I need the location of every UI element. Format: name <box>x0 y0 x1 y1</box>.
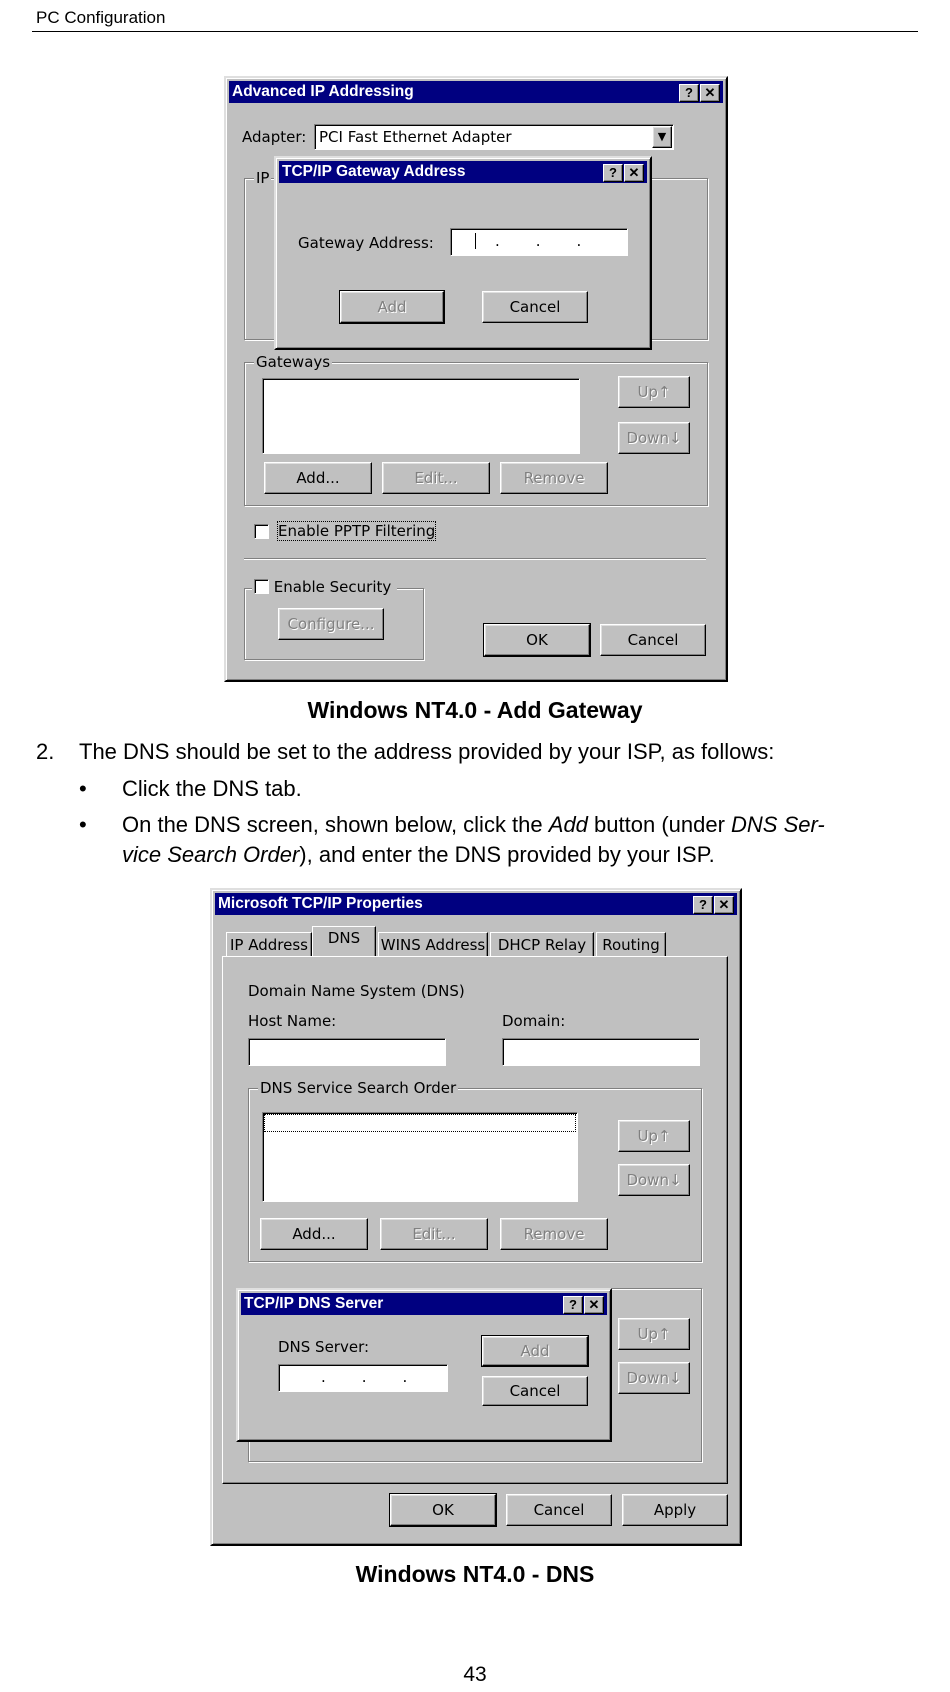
dns-search-label: DNS Service Search Order <box>260 1079 457 1097</box>
adapter-value: PCI Fast Ethernet Adapter <box>319 128 512 146</box>
dialog-add-button[interactable]: Add <box>340 291 444 323</box>
bullet-glyph: • <box>79 776 87 801</box>
gateway-edit-button[interactable]: Edit... <box>382 462 490 494</box>
help-icon[interactable]: ? <box>679 84 699 102</box>
gateway-remove-button[interactable]: Remove <box>500 462 608 494</box>
dns-down-button[interactable]: Down↓ <box>618 1164 690 1196</box>
ok-button[interactable]: OK <box>484 624 590 656</box>
gateway-add-button[interactable]: Add... <box>264 462 372 494</box>
domain-field[interactable] <box>502 1038 700 1066</box>
gateway-address-field[interactable] <box>450 228 628 256</box>
tab-dhcp-relay[interactable]: DHCP Relay <box>490 932 594 956</box>
bullet-2-text-b: button (under <box>587 812 732 837</box>
adapter-select[interactable] <box>314 124 674 150</box>
bullet-2-text-a: On the DNS screen, shown below, click the <box>122 812 549 837</box>
gateway-up-button[interactable]: Up↑ <box>618 376 690 408</box>
dns-remove-button[interactable]: Remove <box>500 1218 608 1250</box>
help-icon[interactable]: ? <box>563 1296 583 1314</box>
tab-routing[interactable]: Routing <box>596 932 666 956</box>
ip-dots: ... <box>495 232 618 250</box>
dialog-add-button[interactable]: Add <box>482 1336 588 1366</box>
window-titlebar <box>229 81 723 103</box>
close-icon[interactable]: ✕ <box>714 896 734 914</box>
window-titlebar <box>215 893 737 915</box>
bullet-2-add: Add <box>548 812 588 837</box>
bullet-1: Click the DNS tab. <box>122 776 302 801</box>
dns-server-list[interactable] <box>262 1112 578 1202</box>
close-icon[interactable]: ✕ <box>584 1296 604 1314</box>
dialog-title: TCP/IP DNS Server <box>244 1295 384 1312</box>
bullet-2-dns2: vice Search Order <box>122 842 300 867</box>
bullet-2-text-c: ), and enter the DNS provided by your ISP. <box>299 842 715 867</box>
ip-dots: ... <box>321 1368 444 1386</box>
security-checkbox[interactable] <box>254 579 269 594</box>
divider <box>244 558 706 560</box>
dialog-cancel-button[interactable]: Cancel <box>482 1376 588 1406</box>
domain-label: Domain: <box>502 1012 566 1030</box>
gateway-down-button[interactable]: Down↓ <box>618 422 690 454</box>
cancel-button[interactable]: Cancel <box>600 624 706 656</box>
tab-wins-address[interactable]: WINS Address <box>378 932 488 956</box>
gateways-label: Gateways <box>256 353 331 371</box>
suffix-down-button[interactable]: Down↓ <box>618 1362 690 1394</box>
header-rule <box>32 31 918 32</box>
pptp-label: Enable PPTP Filtering <box>278 522 436 540</box>
dialog-titlebar <box>279 161 647 183</box>
dns-up-button[interactable]: Up↑ <box>618 1120 690 1152</box>
dns-server-dialog <box>236 1288 612 1442</box>
dialog-titlebar <box>241 1293 607 1315</box>
help-icon[interactable]: ? <box>693 896 713 914</box>
focus-rect <box>265 1115 575 1131</box>
suffix-up-button[interactable]: Up↑ <box>618 1318 690 1350</box>
bullet-2-dns: DNS Ser- <box>731 812 825 837</box>
apply-button[interactable]: Apply <box>622 1494 728 1526</box>
bullet-2-line1 <box>122 810 825 840</box>
figure-caption-1: Windows NT4.0 - Add Gateway <box>307 697 643 723</box>
host-name-field[interactable] <box>248 1038 446 1066</box>
text-cursor <box>475 233 476 249</box>
help-icon[interactable]: ? <box>603 164 623 182</box>
page-number: 43 <box>463 1663 487 1686</box>
gateways-list[interactable] <box>262 378 580 454</box>
ip-group-label: IP <box>256 169 270 187</box>
figure-caption-2: Windows NT4.0 - DNS <box>355 1561 595 1587</box>
dns-edit-button[interactable]: Edit... <box>380 1218 488 1250</box>
dns-heading: Domain Name System (DNS) <box>248 982 465 1000</box>
dialog-title: TCP/IP Gateway Address <box>282 163 466 180</box>
dns-server-field[interactable] <box>278 1364 448 1392</box>
step-number: 2. <box>36 739 55 764</box>
tab-dns[interactable]: DNS <box>312 926 376 956</box>
bullet-2-line2 <box>122 840 715 870</box>
security-header <box>252 578 397 596</box>
security-label: Enable Security <box>273 578 392 596</box>
window-title: Advanced IP Addressing <box>232 83 414 100</box>
window-title: Microsoft TCP/IP Properties <box>218 895 423 912</box>
dns-server-label: DNS Server: <box>278 1338 370 1356</box>
adapter-label: Adapter: <box>242 128 307 146</box>
bullet-glyph: • <box>79 812 87 837</box>
step-text: The DNS should be set to the address provided by your ISP, as follows: <box>79 739 775 764</box>
tcpip-properties-window <box>210 888 742 1546</box>
advanced-ip-window <box>224 76 728 682</box>
close-icon[interactable]: ✕ <box>700 84 720 102</box>
close-icon[interactable]: ✕ <box>624 164 644 182</box>
gateway-address-dialog <box>274 156 652 350</box>
tab-ip-address[interactable]: IP Address <box>226 932 312 956</box>
dialog-cancel-button[interactable]: Cancel <box>482 291 588 323</box>
host-name-label: Host Name: <box>248 1012 337 1030</box>
cancel-button[interactable]: Cancel <box>506 1494 612 1526</box>
ok-button[interactable]: OK <box>390 1494 496 1526</box>
configure-button[interactable]: Configure... <box>278 608 384 640</box>
running-header: PC Configuration <box>36 8 166 27</box>
pptp-checkbox[interactable] <box>254 524 269 539</box>
chevron-down-icon[interactable]: ▼ <box>652 126 672 148</box>
dns-add-button[interactable]: Add... <box>260 1218 368 1250</box>
gateway-address-label: Gateway Address: <box>298 234 434 252</box>
